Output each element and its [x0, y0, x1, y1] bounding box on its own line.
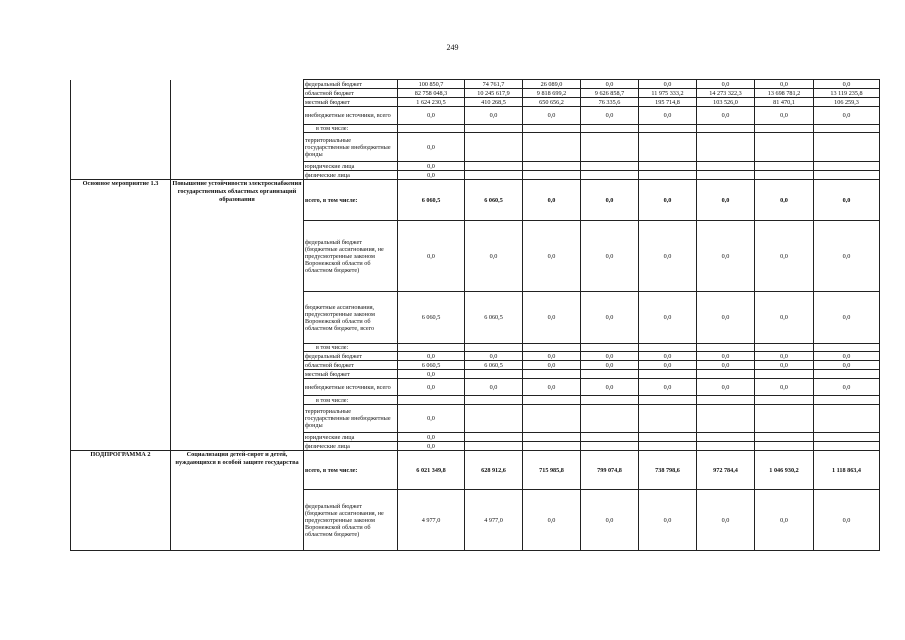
value-cell — [697, 396, 755, 405]
value-cell — [465, 396, 523, 405]
value-cell — [581, 162, 639, 171]
value-cell — [523, 171, 581, 180]
value-cell — [581, 370, 639, 379]
value-cell — [465, 125, 523, 133]
value-cell — [523, 405, 581, 433]
source-cell: внебюджетные источники, всего — [304, 107, 398, 125]
value-cell: 0,0 — [581, 379, 639, 396]
value-cell: 0,0 — [581, 361, 639, 370]
value-cell: 0,0 — [398, 107, 465, 125]
source-cell: всего, в том числе: — [304, 180, 398, 221]
value-cell — [523, 433, 581, 442]
value-cell — [465, 133, 523, 162]
value-cell — [465, 405, 523, 433]
value-cell: 0,0 — [639, 361, 697, 370]
table-row — [71, 451, 880, 490]
value-cell: 0,0 — [465, 107, 523, 125]
value-cell — [755, 396, 814, 405]
value-cell: 0,0 — [581, 490, 639, 551]
source-cell: территориальные государственные внебюджетные фонды — [304, 133, 398, 162]
value-cell — [398, 125, 465, 133]
value-cell: 0,0 — [581, 80, 639, 89]
source-cell: физические лица — [304, 442, 398, 451]
value-cell: 0,0 — [814, 379, 880, 396]
value-cell: 0,0 — [398, 442, 465, 451]
value-cell: 13 119 235,8 — [814, 89, 880, 98]
value-cell — [523, 370, 581, 379]
value-cell — [639, 370, 697, 379]
value-cell — [398, 344, 465, 352]
source-cell: местный бюджет — [304, 98, 398, 107]
value-cell: 0,0 — [398, 171, 465, 180]
value-cell: 0,0 — [523, 379, 581, 396]
value-cell: 106 259,3 — [814, 98, 880, 107]
value-cell: 738 798,6 — [639, 451, 697, 490]
value-cell: 0,0 — [697, 292, 755, 344]
value-cell: 9 626 858,7 — [581, 89, 639, 98]
value-cell — [581, 405, 639, 433]
value-cell — [465, 162, 523, 171]
empty-label-cell — [71, 80, 171, 180]
value-cell — [465, 442, 523, 451]
value-cell — [755, 370, 814, 379]
value-cell: 650 656,2 — [523, 98, 581, 107]
value-cell — [581, 433, 639, 442]
value-cell — [755, 442, 814, 451]
value-cell — [755, 344, 814, 352]
value-cell — [581, 442, 639, 451]
value-cell: 0,0 — [697, 352, 755, 361]
value-cell: 0,0 — [755, 292, 814, 344]
value-cell: 81 470,1 — [755, 98, 814, 107]
value-cell: 6 060,5 — [465, 180, 523, 221]
value-cell: 0,0 — [639, 180, 697, 221]
value-cell — [465, 344, 523, 352]
value-cell: 100 850,7 — [398, 80, 465, 89]
value-cell: 0,0 — [398, 162, 465, 171]
value-cell: 74 761,7 — [465, 80, 523, 89]
value-cell — [465, 171, 523, 180]
value-cell — [814, 171, 880, 180]
value-cell: 0,0 — [755, 352, 814, 361]
value-cell: 0,0 — [755, 490, 814, 551]
value-cell: 11 975 333,2 — [639, 89, 697, 98]
value-cell: 6 060,5 — [398, 361, 465, 370]
value-cell — [639, 162, 697, 171]
value-cell: 0,0 — [814, 490, 880, 551]
value-cell — [697, 125, 755, 133]
value-cell — [639, 405, 697, 433]
value-cell: 0,0 — [639, 107, 697, 125]
value-cell: 0,0 — [523, 107, 581, 125]
source-cell: федеральный бюджет (бюджетные ассигнования, не предусмотренные законом Воронежской области об областном бюджете) — [304, 490, 398, 551]
value-cell: 0,0 — [639, 352, 697, 361]
source-cell: юридические лица — [304, 162, 398, 171]
value-cell: 0,0 — [581, 107, 639, 125]
value-cell — [814, 442, 880, 451]
value-cell — [639, 125, 697, 133]
value-cell: 0,0 — [398, 379, 465, 396]
value-cell: 1 624 230,5 — [398, 98, 465, 107]
value-cell: 0,0 — [639, 292, 697, 344]
value-cell — [639, 344, 697, 352]
value-cell: 0,0 — [581, 221, 639, 292]
value-cell: 9 818 699,2 — [523, 89, 581, 98]
value-cell: 76 335,6 — [581, 98, 639, 107]
value-cell — [523, 125, 581, 133]
value-cell: 0,0 — [814, 361, 880, 370]
value-cell — [581, 344, 639, 352]
value-cell — [697, 344, 755, 352]
value-cell — [523, 396, 581, 405]
value-cell: 6 060,5 — [398, 292, 465, 344]
subprogram-title: Социализация детей-сирот и детей, нуждающихся в особой защите государства — [171, 451, 304, 551]
source-cell: всего, в том числе: — [304, 451, 398, 490]
source-cell: в том числе: — [304, 125, 398, 133]
value-cell: 0,0 — [814, 292, 880, 344]
source-cell: областной бюджет — [304, 89, 398, 98]
value-cell — [814, 370, 880, 379]
value-cell: 6 060,5 — [465, 361, 523, 370]
source-cell: юридические лица — [304, 433, 398, 442]
value-cell: 0,0 — [581, 352, 639, 361]
value-cell — [639, 396, 697, 405]
value-cell — [581, 133, 639, 162]
value-cell — [755, 162, 814, 171]
value-cell — [581, 125, 639, 133]
value-cell: 0,0 — [814, 221, 880, 292]
value-cell: 4 977,0 — [398, 490, 465, 551]
value-cell — [697, 370, 755, 379]
source-cell: внебюджетные источники, всего — [304, 379, 398, 396]
value-cell — [697, 433, 755, 442]
value-cell: 0,0 — [398, 370, 465, 379]
value-cell: 0,0 — [523, 221, 581, 292]
value-cell — [639, 442, 697, 451]
value-cell: 0,0 — [639, 221, 697, 292]
value-cell: 0,0 — [398, 405, 465, 433]
value-cell — [581, 171, 639, 180]
value-cell — [639, 171, 697, 180]
value-cell: 0,0 — [697, 490, 755, 551]
empty-title-cell — [171, 80, 304, 180]
source-cell: федеральный бюджет — [304, 80, 398, 89]
value-cell: 0,0 — [639, 490, 697, 551]
value-cell: 0,0 — [523, 352, 581, 361]
value-cell: 0,0 — [465, 221, 523, 292]
value-cell: 1 046 930,2 — [755, 451, 814, 490]
source-cell: местный бюджет — [304, 370, 398, 379]
value-cell: 0,0 — [697, 80, 755, 89]
value-cell — [814, 162, 880, 171]
source-cell: в том числе: — [304, 344, 398, 352]
value-cell: 14 273 322,3 — [697, 89, 755, 98]
value-cell: 4 977,0 — [465, 490, 523, 551]
subprogram-label: ПОДПРОГРАММА 2 — [71, 451, 171, 551]
value-cell: 0,0 — [755, 379, 814, 396]
value-cell: 6 021 349,8 — [398, 451, 465, 490]
value-cell — [523, 442, 581, 451]
value-cell: 82 758 048,3 — [398, 89, 465, 98]
value-cell — [697, 171, 755, 180]
value-cell: 0,0 — [398, 221, 465, 292]
value-cell — [697, 442, 755, 451]
value-cell — [523, 162, 581, 171]
value-cell: 0,0 — [523, 292, 581, 344]
value-cell — [755, 405, 814, 433]
measure-title: Повышение устойчивости электроснабжения государственных областных организаций образования — [171, 180, 304, 451]
value-cell: 628 912,6 — [465, 451, 523, 490]
value-cell — [755, 125, 814, 133]
value-cell — [697, 162, 755, 171]
source-cell: физические лица — [304, 171, 398, 180]
value-cell — [639, 133, 697, 162]
page-number: 249 — [446, 43, 459, 52]
value-cell — [755, 171, 814, 180]
value-cell: 0,0 — [523, 361, 581, 370]
value-cell: 1 118 863,4 — [814, 451, 880, 490]
value-cell: 0,0 — [814, 80, 880, 89]
value-cell: 0,0 — [697, 379, 755, 396]
value-cell — [814, 405, 880, 433]
value-cell: 6 060,5 — [465, 292, 523, 344]
source-cell: федеральный бюджет (бюджетные ассигнования, не предусмотренные законом Воронежской области об областном бюджете) — [304, 221, 398, 292]
value-cell: 6 060,5 — [398, 180, 465, 221]
value-cell: 799 074,8 — [581, 451, 639, 490]
source-cell: бюджетные ассигнования, предусмотренные законом Воронежской области об областном бюджете, всего — [304, 292, 398, 344]
value-cell: 0,0 — [398, 352, 465, 361]
source-cell: областной бюджет — [304, 361, 398, 370]
value-cell — [755, 133, 814, 162]
value-cell: 0,0 — [814, 352, 880, 361]
value-cell: 0,0 — [639, 80, 697, 89]
value-cell: 0,0 — [465, 379, 523, 396]
value-cell: 0,0 — [398, 133, 465, 162]
value-cell: 0,0 — [697, 221, 755, 292]
value-cell — [697, 405, 755, 433]
value-cell — [814, 396, 880, 405]
value-cell: 10 245 617,9 — [465, 89, 523, 98]
value-cell: 0,0 — [581, 292, 639, 344]
source-cell: федеральный бюджет — [304, 352, 398, 361]
value-cell: 0,0 — [523, 180, 581, 221]
value-cell: 0,0 — [697, 107, 755, 125]
value-cell: 0,0 — [465, 352, 523, 361]
value-cell: 0,0 — [398, 433, 465, 442]
value-cell — [523, 344, 581, 352]
value-cell — [398, 396, 465, 405]
value-cell: 103 526,0 — [697, 98, 755, 107]
value-cell: 195 714,8 — [639, 98, 697, 107]
value-cell: 0,0 — [755, 107, 814, 125]
measure-label: Основное мероприятие 1.3 — [71, 180, 171, 451]
budget-table — [70, 79, 880, 551]
value-cell: 972 784,4 — [697, 451, 755, 490]
value-cell — [639, 433, 697, 442]
source-cell: территориальные государственные внебюджетные фонды — [304, 405, 398, 433]
value-cell — [814, 344, 880, 352]
value-cell — [465, 370, 523, 379]
value-cell: 0,0 — [755, 221, 814, 292]
value-cell: 0,0 — [581, 180, 639, 221]
value-cell — [814, 433, 880, 442]
value-cell — [755, 433, 814, 442]
value-cell: 0,0 — [755, 180, 814, 221]
value-cell: 715 985,8 — [523, 451, 581, 490]
value-cell: 13 698 781,2 — [755, 89, 814, 98]
value-cell — [523, 133, 581, 162]
value-cell: 0,0 — [697, 180, 755, 221]
value-cell — [465, 433, 523, 442]
value-cell: 0,0 — [697, 361, 755, 370]
source-cell: в том числе: — [304, 396, 398, 405]
value-cell: 0,0 — [814, 107, 880, 125]
table-row — [71, 80, 880, 89]
budget-table-body — [71, 80, 880, 551]
value-cell: 0,0 — [523, 490, 581, 551]
value-cell — [814, 133, 880, 162]
value-cell: 410 268,5 — [465, 98, 523, 107]
value-cell: 0,0 — [814, 180, 880, 221]
value-cell: 0,0 — [755, 361, 814, 370]
value-cell — [581, 396, 639, 405]
table-row — [71, 180, 880, 221]
value-cell: 0,0 — [755, 80, 814, 89]
value-cell — [697, 133, 755, 162]
value-cell: 26 089,0 — [523, 80, 581, 89]
value-cell: 0,0 — [639, 379, 697, 396]
value-cell — [814, 125, 880, 133]
